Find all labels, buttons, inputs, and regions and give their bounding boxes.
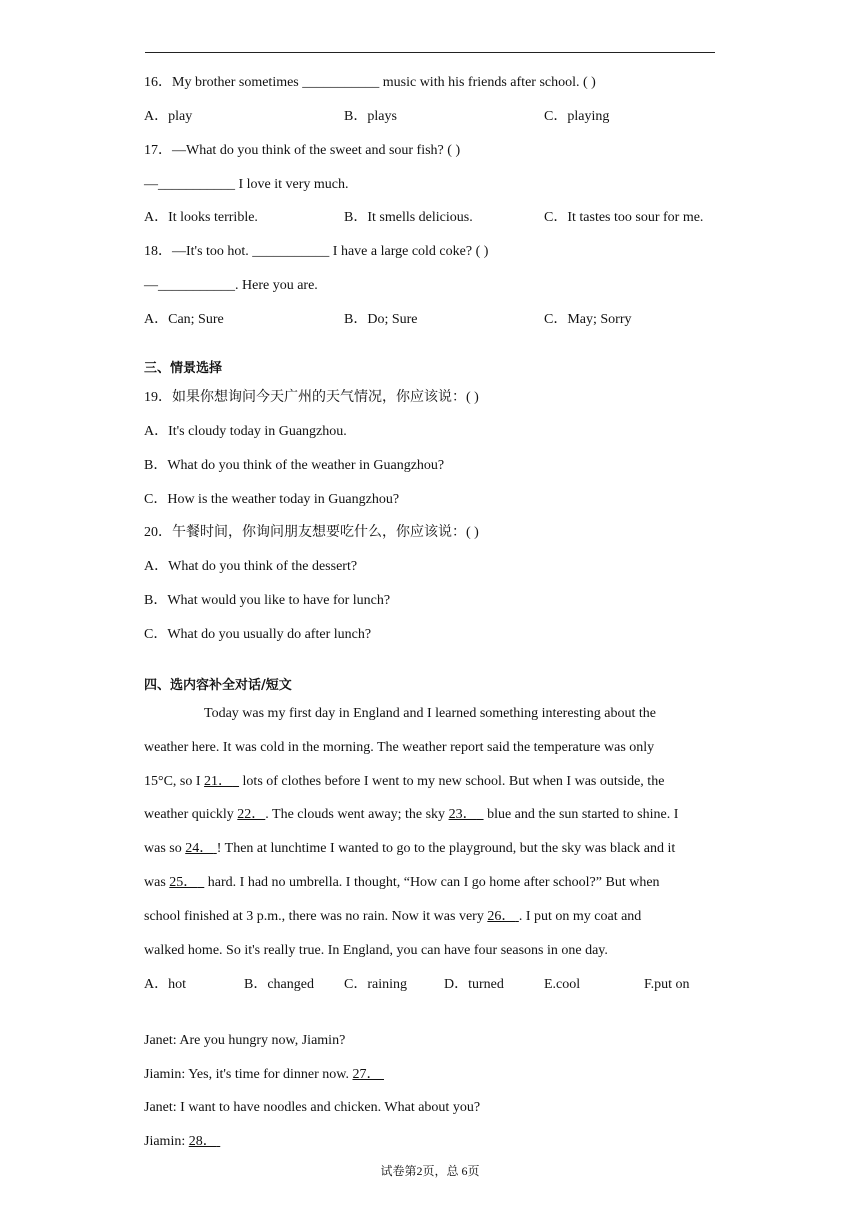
passage-text: 15°C, so I: [144, 774, 205, 789]
passage-line-1: Today was my first day in England and I learned something interesting about the: [204, 706, 656, 721]
blank-22[interactable]: 22．: [237, 807, 266, 822]
page-footer: 试卷第2页，总 6页: [380, 1164, 480, 1178]
q17-option-c: C．It tastes too sour for me.: [544, 210, 704, 225]
passage-line-6: [144, 874, 660, 892]
q17-option-a: A．It looks terrible.: [144, 210, 258, 225]
passage-line-4: [144, 806, 678, 824]
blank-27[interactable]: 27．: [352, 1067, 381, 1082]
passage-line-8: walked home. So it's really true. In England, you can have four seasons in one day.: [144, 943, 608, 958]
q18-option-b: B．Do; Sure: [344, 312, 418, 327]
q19-option-a: A．It's cloudy today in Guangzhou.: [144, 424, 347, 439]
dialogue-line-2: [144, 1066, 384, 1084]
q16-option-b: B．plays: [344, 109, 397, 124]
passage-text: weather quickly: [144, 807, 238, 822]
q18-option-a: A．Can; Sure: [144, 312, 224, 327]
passage-text: lots of clothes before I went to my new school. But when I was outside, the: [239, 774, 665, 789]
passage-text: ! Then at lunchtime I wanted to go to the playground, but the sky was black and it: [216, 841, 676, 856]
q19-option-b: B．What do you think of the weather in Guangzhou?: [144, 458, 445, 473]
passage-line-3: [144, 773, 664, 791]
question-20-stem: 20．午餐时间，你询问朋友想要吃什么，你应该说：( ): [144, 525, 479, 540]
question-17-answer-line: —___________ I love it very much.: [144, 177, 349, 192]
question-19-stem: 19．如果你想询问今天广州的天气情况，你应该说：( ): [144, 390, 479, 405]
q16-option-a: A．play: [144, 109, 193, 124]
q20-option-c: C．What do you usually do after lunch?: [144, 627, 372, 642]
word-bank-e: E.cool: [544, 977, 581, 992]
passage-text: . The clouds went away; the sky: [265, 807, 449, 822]
question-16-stem: 16．My brother sometimes ___________ music with his friends after school. ( ): [144, 75, 596, 90]
word-bank-c: C．raining: [344, 977, 407, 992]
question-18-answer-line: —___________. Here you are.: [144, 278, 318, 293]
blank-25[interactable]: 25．: [169, 875, 198, 890]
header-rule: [145, 52, 715, 53]
passage-line-2: weather here. It was cold in the morning. The weather report said the temperature was only: [144, 740, 655, 755]
blank-21[interactable]: 21．: [204, 774, 233, 789]
passage-line-5: [144, 840, 675, 858]
blank-28[interactable]: 28．: [188, 1134, 217, 1149]
word-bank-a: A．hot: [144, 977, 186, 992]
passage-text: hard. I had no umbrella. I thought, “How can I go home after school?” But when: [204, 875, 660, 890]
passage-text: blue and the sun started to shine. I: [483, 807, 679, 822]
dialogue-text: Jiamin: Yes, it's time for dinner now.: [144, 1067, 353, 1082]
passage-text: was so: [144, 841, 186, 856]
blank-26[interactable]: 26．: [487, 909, 516, 924]
section-4-heading: 四、选内容补全对话/短文: [144, 678, 292, 693]
word-bank-f: F.put on: [644, 977, 690, 992]
passage-text: school finished at 3 p.m., there was no rain. Now it was very: [144, 909, 488, 924]
dialogue-line-4: [144, 1133, 220, 1151]
word-bank-b: B．changed: [244, 977, 314, 992]
question-17-stem: 17．—What do you think of the sweet and sour fish? ( ): [144, 143, 461, 158]
passage-text: . I put on my coat and: [518, 909, 642, 924]
question-18-stem: 18．—It's too hot. ___________ I have a large cold coke? ( ): [144, 244, 489, 259]
section-3-heading: 三、情景选择: [144, 361, 223, 376]
passage-text: was: [144, 875, 170, 890]
blank-23[interactable]: 23．: [448, 807, 477, 822]
dialogue-text: Jiamin:: [144, 1134, 189, 1149]
q16-option-c: C．playing: [544, 109, 610, 124]
q17-option-b: B．It smells delicious.: [344, 210, 473, 225]
dialogue-line-3: Janet: I want to have noodles and chicken. What about you?: [144, 1100, 481, 1115]
q20-option-a: A．What do you think of the dessert?: [144, 559, 358, 574]
dialogue-line-1: Janet: Are you hungry now, Jiamin?: [144, 1033, 346, 1048]
passage-line-7: [144, 908, 641, 926]
blank-24[interactable]: 24．: [185, 841, 214, 856]
q20-option-b: B．What would you like to have for lunch?: [144, 593, 391, 608]
word-bank-d: D．turned: [444, 977, 504, 992]
q18-option-c: C．May; Sorry: [544, 312, 632, 327]
q19-option-c: C．How is the weather today in Guangzhou?: [144, 492, 400, 507]
